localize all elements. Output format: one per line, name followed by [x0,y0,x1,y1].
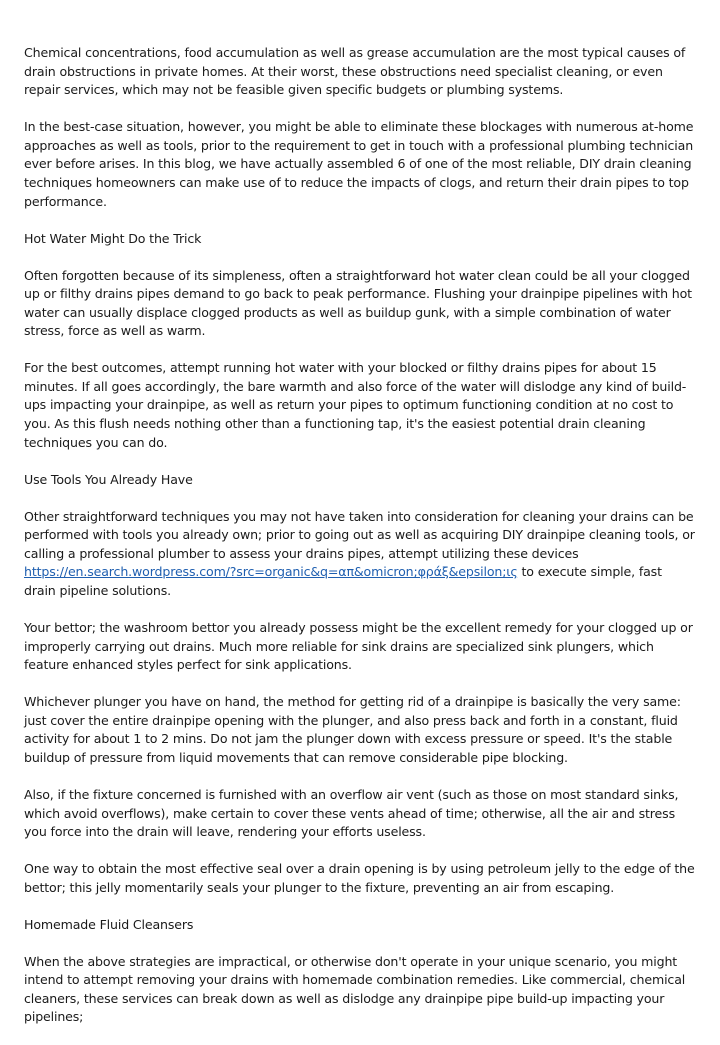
paragraph-7: Whichever plunger you have on hand, the method for getting rid of a drainpipe is basically the very same: just cover the entire drainpipe opening with the plunger, and also press back and forth in a constant, fluid activity for about 1 to 2 mins. Do not jam the plunger down with excess pressure or speed. It's the stable buildup of pressure from liquid movements that can remove considerable pipe blocking. [24,694,681,765]
paragraph-5-text-after: to execute simple, fast drain pipeline solutions. [24,564,662,598]
paragraph-2: In the best-case situation, however, you might be able to eliminate these blockages with numerous at-home approaches as well as tools, prior to the requirement to get in touch with a professional plumbing technician ever before arises. In this blog, we have actually assembled 6 of one of the most reliable, DIY drain cleaning techniques homeowners can make use of to reduce the impacts of clogs, and return their drain pipes to top performance. [24,119,694,209]
article-body [24,44,696,1045]
paragraph-3: Often forgotten because of its simpleness, often a straightforward hot water clean could be all your clogged up or filthy drains pipes demand to go back to peak performance. Flushing your drainpipe pipelines with hot water can usually displace clogged products as well as buildup gunk, with a simple combination of water stress, force as well as warm. [24,267,692,339]
paragraph-9: One way to obtain the most effective seal over a drain opening is by using petroleum jelly to the edge of the bettor; this jelly momentarily seals your plunger to the fixture, preventing an air from escaping. [24,861,695,895]
paragraph-4: For the best outcomes, attempt running hot water with your blocked or filthy drains pipes for about 15 minutes. If all goes accordingly, the bare warmth and also force of the water will dislodge any kind of build-ups impacting your drainpipe, as well as return your pipes to optimum functioning condition at no cost to you. As this flush needs nothing other than a functioning tap, it's the easiest potential drain cleaning techniques you can do. [24,360,687,450]
wordpress-search-link[interactable]: https://en.search.wordpress.com/?src=organic&q=απ&omicron;φράξ&epsilon;ις [24,564,518,580]
paragraph-10: When the above strategies are impractical, or otherwise don't operate in your unique scenario, you might intend to attempt removing your drains with homemade combination remedies. Like commercial, chemical cleaners, these services can break down as well as dislodge any drainpipe pipe build-up impacting your pipelines; [24,953,686,1025]
heading-homemade-cleansers: Homemade Fluid Cleansers [24,916,194,932]
paragraph-8: Also, if the fixture concerned is furnished with an overflow air vent (such as those on most standard sinks, which avoid overflows), make certain to cover these vents ahead of time; otherwise, all the air and stress you force into the drain will leave, rendering your efforts useless. [24,786,679,840]
heading-use-tools: Use Tools You Already Have [24,471,193,487]
paragraph-6: Your bettor; the washroom bettor you already possess might be the excellent remedy for your clogged up or improperly carrying out drains. Much more reliable for sink drains are specialized sink plungers, which feature enhanced styles perfect for sink applications. [24,619,693,673]
paragraph-5 [24,508,696,601]
heading-hot-water: Hot Water Might Do the Trick [24,230,202,246]
paragraph-5-text-before: Other straightforward techniques you may not have taken into consideration for cleaning your drains can be performed with tools you already own; prior to going out as well as acquiring DIY drainpipe cleaning tools, or calling a professional plumber to assess your drains pipes, attempt utilizing these devices [24,508,695,561]
paragraph-1: Chemical concentrations, food accumulation as well as grease accumulation are the most typical causes of drain obstructions in private homes. At their worst, these obstructions need specialist cleaning, or even repair services, which may not be feasible given specific budgets or plumbing systems. [24,45,686,98]
